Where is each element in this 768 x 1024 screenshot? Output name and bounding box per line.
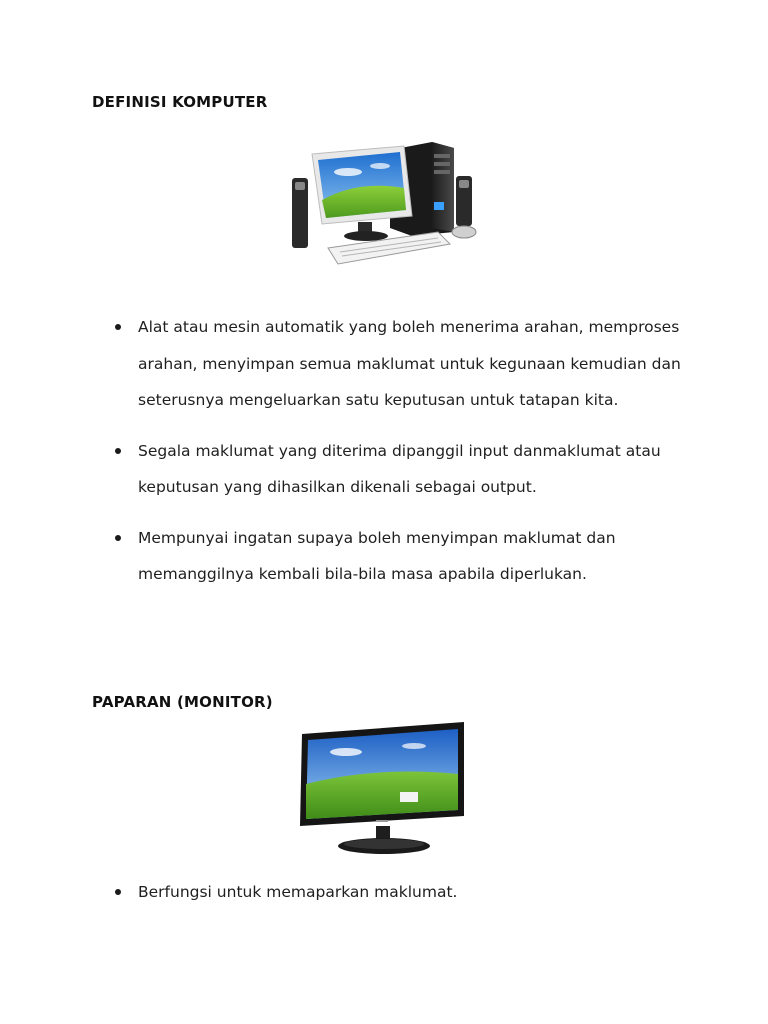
monitor-bullet-list xyxy=(112,874,712,925)
list-item xyxy=(112,309,712,419)
list-item-text: Alat atau mesin automatik yang boleh menerima arahan, memproses arahan, menyimpan semua maklumat untuk kegunaan kemudian dan seterusnya mengeluarkan satu keputusan untuk tatapan kita. xyxy=(138,318,681,409)
desktop-computer-image xyxy=(288,136,484,272)
bullet-dot-icon xyxy=(115,324,121,330)
list-item xyxy=(112,874,712,911)
list-item xyxy=(112,520,712,593)
bullet-dot-icon xyxy=(115,889,121,895)
lcd-monitor-image xyxy=(296,716,472,860)
section-title-definisi-komputer: DEFINISI KOMPUTER xyxy=(92,93,268,111)
list-item-text: Berfungsi untuk memaparkan maklumat. xyxy=(138,883,458,901)
bullet-dot-icon xyxy=(115,448,121,454)
section-title-paparan-monitor: PAPARAN (MONITOR) xyxy=(92,693,273,711)
bullet-dot-icon xyxy=(115,535,121,541)
list-item xyxy=(112,433,712,506)
definition-bullet-list xyxy=(112,309,712,607)
list-item-text: Mempunyai ingatan supaya boleh menyimpan maklumat dan memanggilnya kembali bila-bila masa apabila diperlukan. xyxy=(138,528,616,583)
list-item-text: Segala maklumat yang diterima dipanggil input danmaklumat atau keputusan yang dihasilkan dikenali sebagai output. xyxy=(138,441,661,496)
